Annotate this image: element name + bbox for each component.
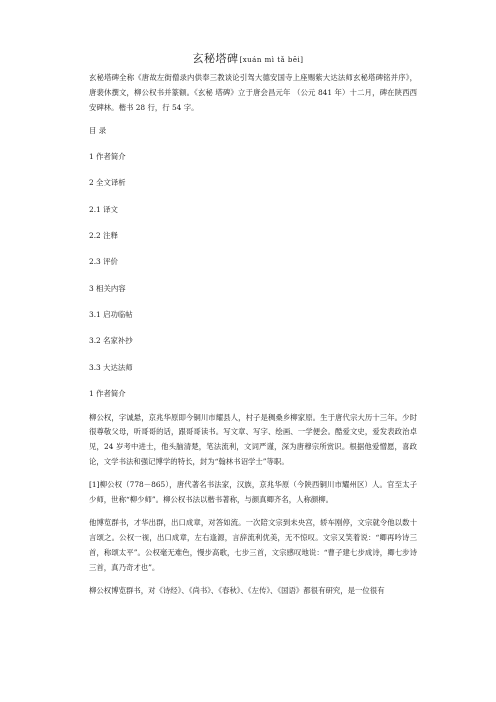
toc-item: 1 作者简介 [89,152,126,162]
body-paragraph: 柳公权，字诚悬，京兆华原即今铜川市耀县人，村子是稠桑乡柳家原。生于唐代宗大历十三年。少时很尊敬父母，听哥哥的话，跟哥哥读书。写文章、写字、绘画、一学便会。酷爱文史，爱发表政治卓见，24 岁考中进士，他头脑清楚，笔法流利，文词严谨，深为唐穆宗所赏识。根据他爱憎愿，喜政论，文学书法和强记博学的特长，封为“翰林书诏学士”等职。 [89,412,417,467]
toc-heading: 目 录 [89,125,107,135]
title-text: 玄秘塔碑 [192,52,239,65]
toc-item: 3.3 大达法师 [89,362,133,372]
toc-item: 2.1 译文 [89,204,118,214]
body-paragraph: 柳公权博览群书，对《诗经》、《尚书》、《春秋》、《左传》、《国语》都很有研究，是一位很有 [89,586,385,596]
toc-item: 2 全文译析 [89,178,126,188]
body-paragraph: [1]柳公权（778－865），唐代著名书法家，汉族，京兆华原（今陕西铜川市耀州区）人。官至太子少师，世称“柳少师”。柳公权书法以楷书著称，与颜真卿齐名，人称颜柳。 [89,480,417,505]
toc-item: 3.1 启功临帖 [89,309,133,319]
intro-paragraph: 玄秘塔碑全称《唐故左街僧录内供奉三教谈论引驾大德安国寺上座赐紫大达法师玄秘塔碑铭并序》，唐裴休撰文，柳公权书并篆额。《玄秘 塔碑》立于唐会昌元年 （公元 841 年）十二月，碑在陕西西安碑林。楷书 28 行，行 54 字。 [89,73,417,112]
section-heading: 1 作者简介 [89,388,126,398]
body-paragraph: 他博览群书，才华出群，出口成章，对答如流。一次陪文宗到未央宫，轿车刚停，文宗就令他以数十言颂之。公权一视，出口成章，左右逢源，言辞流利优美，无不惊叹。文宗又笑着说：“卿再吟诗三首，称颂太平”。公权毫无难色，慢步高歌，七步三首，文宗感叹地说：“曹子建七步成诗，卿七步诗三首，真乃奇才也”。 [89,518,417,572]
document-title [0,50,496,66]
document-body [89,71,417,607]
toc-item: 2.2 注释 [89,231,118,241]
toc-item: 3.2 名家补抄 [89,336,133,346]
toc-item: 2.3 评价 [89,257,118,267]
title-pinyin: [xuán mì tǎ bēi] [239,56,304,64]
toc-item: 3 相关内容 [89,283,126,293]
